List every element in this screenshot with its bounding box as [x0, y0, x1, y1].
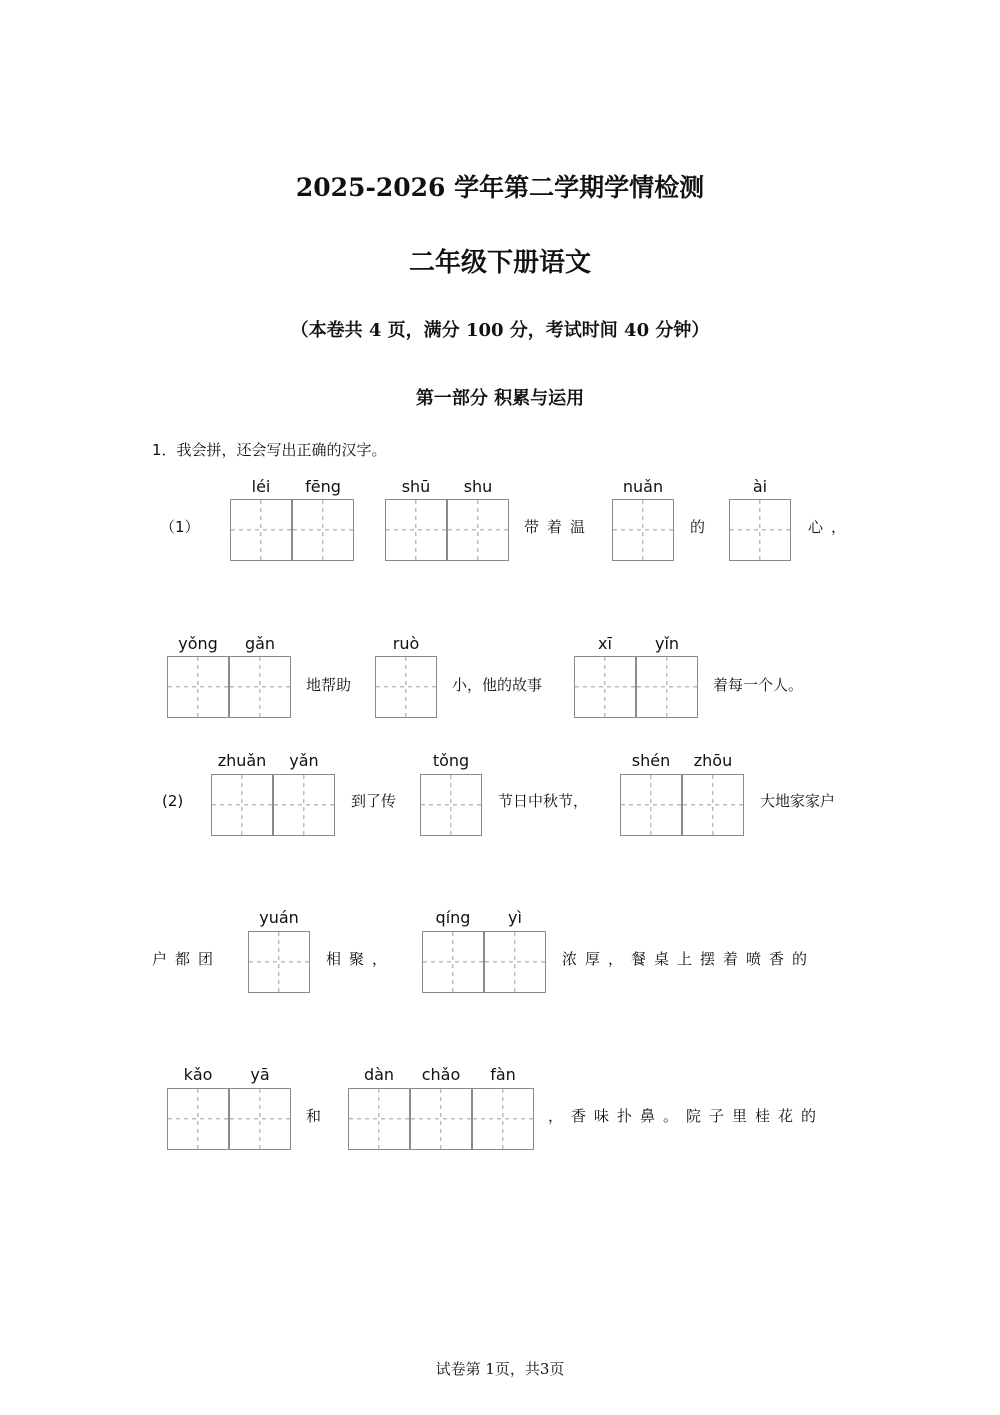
sentence-text: 着每一个人。 [713, 676, 804, 694]
sentence-text: 的 [690, 518, 706, 536]
pinyin-label: shén [631, 751, 671, 770]
part-heading: 第一部分 积累与运用 [415, 388, 585, 409]
writing-box[interactable] [484, 931, 546, 993]
writing-box[interactable] [410, 1088, 472, 1150]
writing-box[interactable] [292, 499, 354, 561]
sentence-text: 节日中秋节， [498, 792, 589, 810]
writing-box[interactable] [682, 774, 744, 836]
writing-box[interactable] [211, 774, 273, 836]
writing-box[interactable] [420, 774, 482, 836]
pinyin-label: qíng [435, 908, 471, 927]
pinyin-label: ruò [392, 634, 420, 653]
exam-subtitle: 二年级下册语文 [408, 248, 591, 278]
sentence-text: 心， [808, 518, 855, 536]
pinyin-label: yā [250, 1065, 270, 1084]
writing-box[interactable] [729, 499, 791, 561]
writing-box[interactable] [273, 774, 335, 836]
writing-box[interactable] [375, 656, 437, 718]
sentence-text: 和 [306, 1107, 322, 1125]
writing-box[interactable] [385, 499, 447, 561]
pinyin-label: xī [598, 634, 612, 653]
writing-box[interactable] [636, 656, 698, 718]
writing-box[interactable] [230, 499, 292, 561]
writing-box[interactable] [348, 1088, 410, 1150]
pinyin-label: yì [508, 908, 522, 927]
pinyin-label: yǎn [289, 751, 319, 770]
writing-box[interactable] [620, 774, 682, 836]
writing-box[interactable] [447, 499, 509, 561]
pinyin-label: fàn [490, 1065, 516, 1084]
sentence-text: 大地家家户 [760, 792, 836, 810]
writing-box[interactable] [574, 656, 636, 718]
sentence-text: 带着温 [524, 518, 594, 536]
writing-box[interactable] [422, 931, 484, 993]
item-label-2: (2) [162, 792, 184, 810]
question-prompt: 1．我会拼，还会写出正确的汉字。 [152, 441, 387, 459]
pinyin-label: yuán [259, 908, 299, 927]
pinyin-label: chǎo [421, 1065, 461, 1084]
sentence-text: 小，他的故事 [452, 676, 543, 694]
writing-box[interactable] [472, 1088, 534, 1150]
pinyin-label: shu [463, 477, 493, 496]
pinyin-label: ài [752, 477, 768, 496]
pinyin-label: zhuǎn [217, 751, 267, 770]
sentence-text: 户都团 [152, 950, 222, 968]
writing-box[interactable] [248, 931, 310, 993]
pinyin-label: yǐn [654, 634, 680, 653]
sentence-text: 地帮助 [306, 676, 352, 694]
writing-box[interactable] [167, 1088, 229, 1150]
pinyin-label: zhōu [693, 751, 733, 770]
item-label-1: （1） [160, 518, 200, 536]
sentence-text: 到了传 [351, 792, 397, 810]
writing-box[interactable] [229, 656, 291, 718]
sentence-text: ，香味扑鼻。院子里桂花的 [548, 1107, 825, 1125]
pinyin-label: kǎo [183, 1065, 213, 1084]
page-footer: 试卷第 1页，共3页 [435, 1360, 565, 1378]
writing-box[interactable] [229, 1088, 291, 1150]
pinyin-label: shū [401, 477, 431, 496]
writing-box[interactable] [612, 499, 674, 561]
sentence-text: 相聚， [326, 950, 396, 968]
pinyin-label: yǒng [178, 634, 218, 653]
writing-box[interactable] [167, 656, 229, 718]
pinyin-label: nuǎn [622, 477, 664, 496]
pinyin-label: tǒng [432, 751, 470, 770]
exam-title: 2025-2026 学年第二学期学情检测 [295, 173, 705, 202]
pinyin-label: léi [251, 477, 271, 496]
exam-note: （本卷共 4 页，满分 100 分，考试时间 40 分钟） [290, 320, 710, 341]
pinyin-label: gǎn [244, 634, 276, 653]
pinyin-label: fēng [305, 477, 341, 496]
sentence-text: 浓厚，餐桌上摆着喷香的 [562, 950, 816, 968]
pinyin-label: dàn [363, 1065, 395, 1084]
